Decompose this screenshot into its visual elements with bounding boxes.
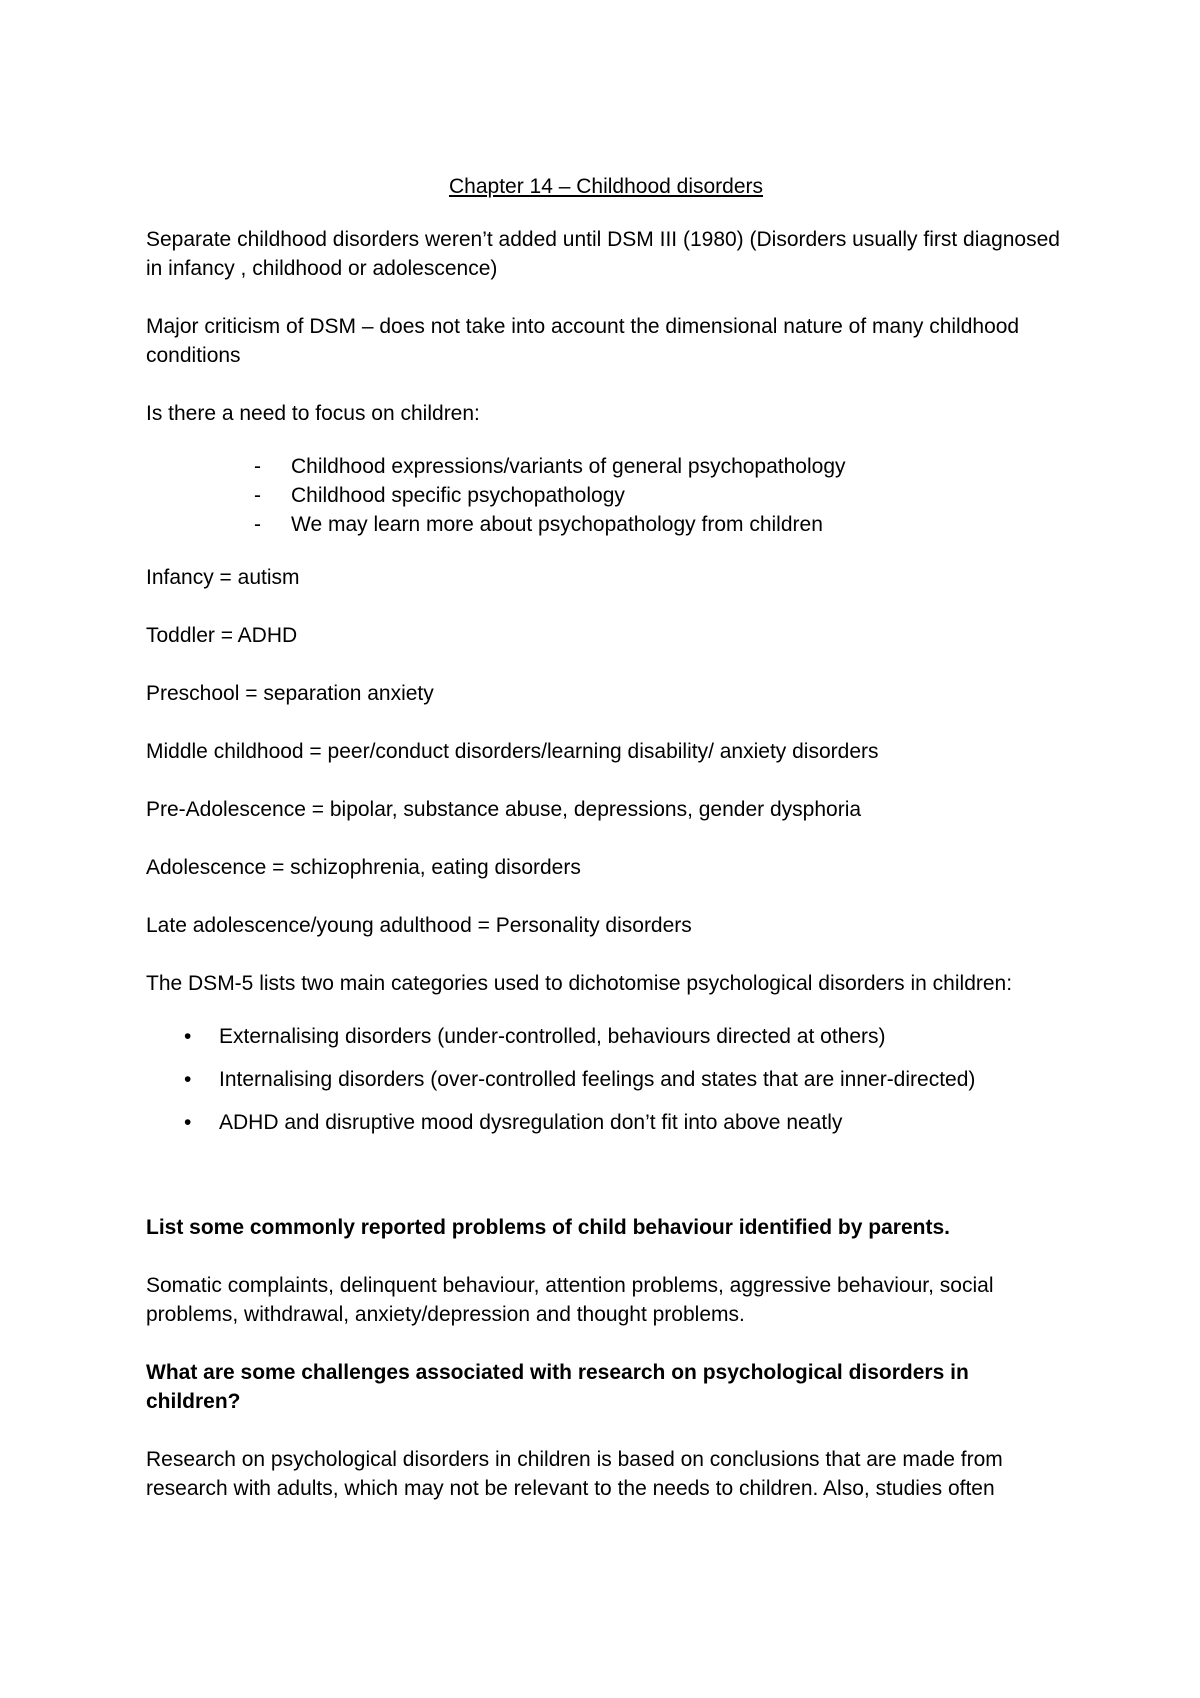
stage-infancy: Infancy = autism [146,566,300,589]
list-item: • Externalising disorders (under-controlled, behaviours directed at others) [184,1022,1066,1051]
stage-toddler: Toddler = ADHD [146,624,298,647]
list-item: - Childhood specific psychopathology [254,481,1066,510]
chapter-title: Chapter 14 – Childhood disorders [448,175,764,198]
list-item: • Internalising disorders (over-controlled feelings and states that are inner-directed) [184,1065,1066,1094]
focus-list [146,452,1066,539]
list-item: • ADHD and disruptive mood dysregulation don’t fit into above neatly [184,1108,1066,1137]
stage-middle-childhood: Middle childhood = peer/conduct disorders/learning disability/ anxiety disorders [146,740,879,763]
question-heading: What are some challenges associated with research on psychological disorders in children? [146,1361,969,1413]
list-item: - Childhood expressions/variants of general psychopathology [254,452,1066,481]
answer-paragraph: Research on psychological disorders in children is based on conclusions that are made from research with adults, which may not be relevant to the needs to children. Also, studies often [146,1448,1003,1500]
intro-paragraph: Separate childhood disorders weren’t added until DSM III (1980) (Disorders usually first diagnosed in infancy , childhood or adolescence) [146,228,1060,280]
answer-paragraph: Somatic complaints, delinquent behaviour, attention problems, aggressive behaviour, social problems, withdrawal, anxiety/depression and thought problems. [146,1274,994,1326]
stage-adolescence: Adolescence = schizophrenia, eating disorders [146,856,581,879]
focus-question: Is there a need to focus on children: [146,402,480,425]
dsm5-paragraph: The DSM-5 lists two main categories used to dichotomise psychological disorders in children: [146,972,1013,995]
stage-pre-adolescence: Pre-Adolescence = bipolar, substance abuse, depressions, gender dysphoria [146,798,862,821]
document-body [146,172,1066,1532]
question-heading: List some commonly reported problems of child behaviour identified by parents. [146,1216,950,1239]
stage-preschool: Preschool = separation anxiety [146,682,434,705]
stage-late-adolescence: Late adolescence/young adulthood = Personality disorders [146,914,692,937]
list-item: - We may learn more about psychopathology from children [254,510,1066,539]
criticism-paragraph: Major criticism of DSM – does not take into account the dimensional nature of many childhood conditions [146,315,1020,367]
categories-list [146,1022,1066,1137]
